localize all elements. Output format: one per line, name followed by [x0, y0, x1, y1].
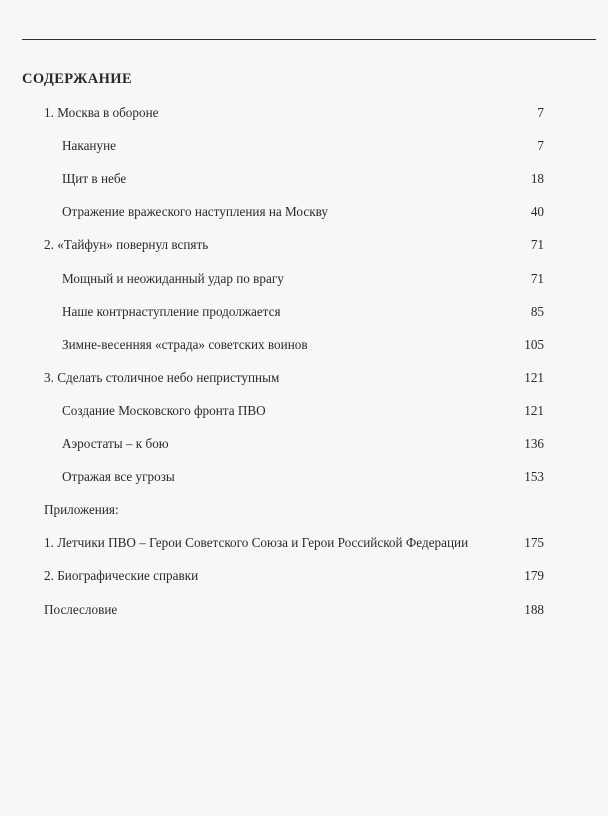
toc-entry [0, 434, 608, 454]
toc-entry [0, 566, 608, 586]
toc-entry-title: 2. «Тайфун» повернул вспять [44, 237, 209, 253]
toc-entry [0, 302, 608, 322]
toc-entry-page-number: 71 [530, 270, 544, 286]
toc-entry-title: Приложения: [44, 502, 119, 518]
toc-entry-page-number: 121 [524, 402, 544, 418]
toc-entry-title: 1. Москва в обороне [44, 105, 159, 120]
toc-entry-title: 2. Биографические справки [44, 568, 199, 584]
toc-entry-title: Послесловие [44, 601, 118, 617]
toc-entry-page-number: 136 [524, 436, 544, 451]
toc-entry-page-number: 71 [530, 237, 544, 253]
toc-entry [0, 169, 608, 189]
toc-entry-title: Зимне-весенняя «страда» советских воинов [62, 336, 308, 352]
toc-entry-page-number: 7 [537, 105, 544, 120]
toc-entry [0, 467, 608, 487]
toc-entry-title: 3. Сделать столичное небо неприступным [44, 369, 280, 385]
toc-entry-page-number: 175 [524, 535, 544, 551]
toc-heading: СОДЕРЖАНИЕ [22, 71, 133, 87]
toc-entry-title: Отражение вражеского наступления на Москву [62, 204, 328, 220]
toc-entry-title: Отражая все угрозы [62, 469, 175, 485]
toc-entry-page-number: 18 [530, 171, 544, 187]
toc-entry [0, 136, 608, 156]
toc-entry-page-number: 153 [524, 469, 544, 485]
toc-entry [0, 202, 608, 222]
toc-entry [0, 368, 608, 388]
toc-entry-title: Аэростаты – к бою [62, 436, 169, 451]
toc-entry [0, 500, 608, 520]
toc-entry [0, 533, 608, 553]
toc-entry-title: Накануне [62, 138, 116, 154]
toc-entry-title: Наше контрнаступление продолжается [62, 303, 281, 319]
toc-entry-page-number: 188 [524, 601, 544, 617]
toc-entry [0, 235, 608, 255]
toc-entry-page-number: 7 [537, 138, 544, 154]
toc-entry-page-number: 121 [524, 369, 544, 385]
toc-entry [0, 600, 608, 620]
toc-entry-title: Щит в небе [62, 171, 127, 187]
toc-entry-page-number: 40 [530, 204, 544, 220]
toc-entry [0, 269, 608, 289]
toc-entry-page-number: 179 [524, 568, 544, 584]
toc-entry-page-number: 105 [524, 336, 544, 352]
toc-entry-title: 1. Летчики ПВО – Герои Советского Союза и Герои Российской Федерации [44, 535, 469, 551]
toc-entry [0, 401, 608, 421]
top-rule [22, 39, 596, 40]
toc-entry-title: Мощный и неожиданный удар по врагу [62, 270, 284, 286]
toc-entry-page-number: 85 [530, 303, 544, 319]
toc-entry [0, 335, 608, 355]
toc-entry [0, 103, 608, 123]
toc-entry-title: Создание Московского фронта ПВО [62, 402, 266, 418]
